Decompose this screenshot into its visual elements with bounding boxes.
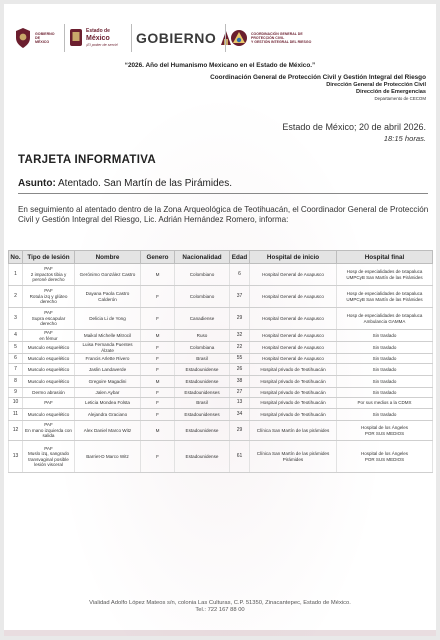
cell-no-line: 2: [14, 292, 17, 299]
cell-nacionalidad-line: Estadounidense: [185, 427, 219, 433]
cell-no: [9, 388, 23, 398]
cell-hospital-final-line: Por sus medios a la CDMX: [357, 400, 412, 406]
cell-hospital-final-line: Sin traslado: [372, 344, 397, 350]
cell-nombre-line: Leticia Mondea Folsta: [85, 400, 130, 406]
office-line-2: Dirección General de Protección Civil: [326, 82, 426, 88]
cell-nombre-line: Gregoire Magadini: [88, 378, 127, 384]
cell-nombre-line: Delicia Li de Yong: [89, 315, 126, 321]
cell-edad-line: 38: [236, 377, 243, 384]
cell-nombre-line: Gerónimo González Castro: [79, 271, 136, 277]
cell-hospital-final-line: Hospital de los Ángeles: [360, 425, 409, 430]
cell-no: [9, 342, 23, 354]
cell-tipo-lesion-line: En mano izquierda con salida: [25, 427, 72, 439]
cell-nacionalidad-line: Estadounidense: [185, 453, 219, 459]
cell-genero-line: F: [156, 344, 159, 350]
cell-edad-line: 29: [236, 426, 243, 433]
cell-genero: [141, 409, 175, 421]
cell-genero-line: F: [156, 366, 159, 372]
cell-nombre-line: Francis Arlette Rivero: [85, 355, 130, 361]
cell-hospital-inicio: [250, 364, 337, 376]
cell-hospital-final-line: Hosp de especialidades de Ixtapaluca: [346, 269, 423, 274]
cell-no-line: 1: [14, 270, 17, 277]
office-line-4: Departamento de CECOM: [374, 96, 426, 101]
cell-genero: [141, 441, 175, 473]
cell-tipo-lesion-line: Musculo esquelético: [27, 411, 70, 417]
cell-hospital-inicio: [250, 286, 337, 308]
cell-nombre-line: Maikol Michelle Mitrocil: [83, 332, 132, 338]
cell-edad: [230, 388, 250, 398]
asunto-divider: [18, 193, 428, 194]
cell-hospital-inicio: [250, 421, 337, 441]
table-row: [9, 364, 433, 376]
table-row: [9, 388, 433, 398]
cell-edad-line: 6: [238, 270, 241, 277]
cell-edad: [230, 330, 250, 342]
cell-hospital-inicio-line: Clínica San Martín de las pirámides: [256, 427, 330, 433]
cell-hospital-final-line: UMPCyB San Martín de las Pirámides: [346, 274, 423, 280]
cell-nacionalidad: [175, 264, 230, 286]
cell-hospital-final: [337, 286, 433, 308]
table-row: [9, 330, 433, 342]
cell-hospital-inicio-line: Hospital General de Axapusco: [262, 355, 324, 361]
cell-no-line: 12: [12, 426, 19, 433]
cell-edad-line: 13: [236, 399, 243, 406]
cell-hospital-inicio-line: Hospital privado de Teotihuacán: [260, 366, 326, 372]
cell-hospital-inicio: [250, 441, 337, 473]
asunto: [18, 178, 428, 189]
cell-no-line: 6: [14, 354, 17, 361]
logo-edomex-big: México: [86, 34, 110, 42]
intro-paragraph: En seguimiento al atentado dentro de la Zona Arqueológica de Teotihuacán, el Coordinador General de Protección Civil y Gestión Integral del Riesgo, Lic. Adrián Hernández Romero, informa:: [18, 205, 429, 225]
cell-nacionalidad: [175, 286, 230, 308]
logo-mexico-line-1: GOBIERNO DE: [35, 31, 55, 40]
cell-hospital-final: [337, 441, 433, 473]
cell-nombre: [75, 330, 141, 342]
proteccion-civil-icon: [230, 29, 248, 47]
logo-gobierno-text: GOBIERNO: [136, 30, 217, 46]
cell-edad-line: 61: [236, 452, 243, 459]
cell-no: [9, 364, 23, 376]
cell-nacionalidad-line: Estadounidenses: [184, 389, 220, 395]
cell-hospital-inicio-line: Hospital General de Axapusco: [262, 315, 324, 321]
document-time: 18:15 horas.: [383, 134, 426, 143]
table-row: [9, 441, 433, 473]
cell-tipo-lesion-line: PAF: [44, 400, 53, 406]
cell-edad: [230, 421, 250, 441]
cell-hospital-inicio: [250, 388, 337, 398]
col-header-no: No.: [9, 251, 23, 264]
cell-tipo-lesion-line: Musculo esquelético: [27, 355, 70, 361]
cell-genero: [141, 388, 175, 398]
table-row: [9, 409, 433, 421]
cell-nacionalidad: [175, 441, 230, 473]
cell-nacionalidad: [175, 376, 230, 388]
cell-hospital-final: [337, 364, 433, 376]
cell-tipo-lesion-line: PAF: [44, 310, 53, 316]
cell-edad: [230, 441, 250, 473]
cell-genero: [141, 398, 175, 409]
cell-tipo-lesion: [23, 364, 75, 376]
cell-tipo-lesion-line: PAF: [44, 330, 53, 335]
table-row: [9, 308, 433, 330]
cell-nombre: [75, 286, 141, 308]
cell-no-line: 8: [14, 377, 17, 384]
cell-tipo-lesion-line: Musculo esquelético: [27, 378, 70, 384]
cell-no-line: 4: [14, 331, 17, 338]
cell-nacionalidad: [175, 421, 230, 441]
cell-tipo-lesion-line: Dermo abrasión: [32, 389, 65, 395]
logo-cgpc-line-1: COORDINACIÓN GENERAL DE: [251, 31, 303, 36]
cell-edad-line: 29: [236, 314, 243, 321]
eagle-crest-icon: [14, 27, 32, 49]
cell-tipo-lesion-line: en fémur: [39, 335, 58, 341]
cell-genero-line: M: [155, 332, 160, 338]
cell-edad: [230, 409, 250, 421]
cell-tipo-lesion-line: Supra escapular derecho: [31, 315, 66, 327]
cell-genero-line: F: [156, 389, 159, 395]
cell-nacionalidad-line: Colombiana: [189, 344, 215, 350]
cell-hospital-final: [337, 388, 433, 398]
cell-hospital-final-line: Hosp de especialidades de Ixtapaluca: [346, 313, 423, 318]
cell-nombre: [75, 376, 141, 388]
cell-no-line: 10: [12, 399, 19, 406]
cell-tipo-lesion-line: Rotula izq y glúteo derecho: [29, 293, 68, 305]
cell-hospital-final-line: Sin traslado: [372, 366, 397, 372]
logo-cgpc-line-3: Y GESTIÓN INTEGRAL DEL RIESGO: [251, 40, 312, 45]
cell-genero: [141, 342, 175, 354]
cell-nacionalidad-line: Estadounidenses: [184, 411, 220, 417]
cell-tipo-lesion-line: 2 impactos tibia y peroné derecho: [30, 271, 67, 283]
document-page: [4, 4, 436, 636]
cell-nacionalidad-line: Colombiano: [189, 293, 215, 299]
cell-nombre: [75, 409, 141, 421]
logo-edomex-top: Estado de: [86, 28, 110, 34]
cell-tipo-lesion: [23, 286, 75, 308]
cell-hospital-inicio: [250, 354, 337, 364]
table-row: [9, 398, 433, 409]
cell-nombre-line: Alex Daniel Marco Witz: [83, 427, 132, 433]
cell-tipo-lesion: [23, 342, 75, 354]
cell-nombre-line: Luisa Fernanda Puentes Álzate: [82, 342, 133, 353]
cell-hospital-final: [337, 354, 433, 364]
cell-no-line: 11: [12, 410, 19, 417]
cell-no: [9, 354, 23, 364]
cell-no: [9, 330, 23, 342]
cell-hospital-final-line: POR SUS MEDIOS: [364, 430, 405, 436]
cell-edad-line: 27: [236, 388, 243, 395]
header-logos: [4, 24, 436, 52]
cell-genero: [141, 286, 175, 308]
cell-nacionalidad-line: Brasil: [196, 355, 208, 361]
cell-nombre: [75, 388, 141, 398]
office-line-3: Dirección de Emergencias: [356, 89, 426, 95]
cell-hospital-inicio: [250, 398, 337, 409]
cell-hospital-inicio-line: Hospital privado de Teotihuacán: [260, 378, 326, 384]
table-row: [9, 342, 433, 354]
cell-tipo-lesion-line: Muslo izq, sangrado transvaginal posible lesión visceral: [27, 451, 70, 467]
cell-genero: [141, 308, 175, 330]
logo-gobierno: [131, 24, 223, 52]
logo-cgpc-line-2: PROTECCIÓN CIVIL: [251, 35, 285, 40]
table-row: [9, 286, 433, 308]
cell-nombre: [75, 364, 141, 376]
document-title: TARJETA INFORMATIVA: [18, 154, 156, 166]
logo-coordinacion-proteccion-civil: [225, 24, 325, 52]
cell-no: [9, 286, 23, 308]
cell-edad-line: 37: [236, 292, 243, 299]
col-header-edad: Edad: [230, 251, 250, 264]
cell-nacionalidad: [175, 364, 230, 376]
cell-nacionalidad-line: Ruso: [196, 332, 208, 338]
cell-hospital-inicio-line: Clínica San Martín de las pirámides Pirámides: [256, 451, 330, 462]
cell-nacionalidad: [175, 398, 230, 409]
cell-hospital-final: [337, 409, 433, 421]
cell-nombre: [75, 398, 141, 409]
cell-no-line: 13: [12, 452, 19, 459]
cell-hospital-final-line: Hospital de los Ángeles: [360, 451, 409, 456]
cell-hospital-final: [337, 264, 433, 286]
cell-tipo-lesion: [23, 330, 75, 342]
cell-hospital-inicio: [250, 376, 337, 388]
year-slogan: “2026. Año del Humanismo Mexicano en el Estado de México.”: [124, 62, 316, 69]
cell-genero-line: F: [156, 453, 159, 459]
cell-hospital-inicio: [250, 308, 337, 330]
cell-edad: [230, 398, 250, 409]
asunto-label: Asunto:: [18, 178, 56, 189]
cell-no: [9, 409, 23, 421]
col-header-tipo-lesion: Tipo de lesión: [23, 251, 75, 264]
cell-tipo-lesion-line: PAF: [44, 445, 53, 451]
cell-nacionalidad: [175, 388, 230, 398]
cell-edad: [230, 308, 250, 330]
cell-hospital-final-line: Sin traslado: [372, 389, 397, 395]
cell-genero-line: M: [155, 427, 160, 433]
cell-edad-line: 34: [236, 410, 243, 417]
col-header-nombre: Nombre: [75, 251, 141, 264]
cell-nombre-line: Alejandra Graciano: [87, 411, 128, 417]
cell-tipo-lesion: [23, 409, 75, 421]
cell-hospital-final-line: Sin traslado: [372, 355, 397, 361]
cell-edad-line: 22: [236, 343, 243, 350]
cell-genero: [141, 364, 175, 376]
cell-hospital-final: [337, 330, 433, 342]
document-date: Estado de México; 20 de abril 2026.: [282, 122, 426, 132]
table-row: [9, 376, 433, 388]
cell-hospital-final-line: Ambulancia GAMMA: [363, 318, 406, 324]
cell-hospital-final: [337, 421, 433, 441]
cell-genero-line: F: [156, 315, 159, 321]
cell-no: [9, 376, 23, 388]
cell-nombre-line: Jalen Aybar: [95, 389, 120, 395]
cell-nombre: [75, 354, 141, 364]
cell-hospital-final: [337, 308, 433, 330]
logo-gobierno-de-mexico: [14, 24, 58, 52]
cell-no-line: 7: [14, 365, 17, 372]
cell-hospital-inicio-line: Hospital General de Axapusco: [262, 293, 324, 299]
cell-genero-line: F: [156, 411, 159, 417]
cell-nombre: [75, 421, 141, 441]
cell-tipo-lesion: [23, 376, 75, 388]
col-header-hospital-final: Hospital final: [337, 251, 433, 264]
cell-nombre-line: Dayana Paola Castro Calderón: [85, 291, 130, 302]
cell-edad: [230, 342, 250, 354]
cell-hospital-inicio-line: Hospital General de Axapusco: [262, 332, 324, 338]
cell-hospital-inicio-line: Hospital General de Axapusco: [262, 271, 324, 277]
cell-hospital-final-line: Sin traslado: [372, 378, 397, 384]
cell-genero-line: M: [155, 378, 160, 384]
footer: [4, 600, 436, 614]
cell-nombre: [75, 342, 141, 354]
cell-tipo-lesion-line: PAF: [44, 422, 53, 428]
cell-nombre-line: Barriet-D Marco Witz: [86, 453, 129, 459]
cell-edad-line: 32: [236, 331, 243, 338]
cell-hospital-inicio: [250, 330, 337, 342]
cell-genero: [141, 421, 175, 441]
cell-tipo-lesion-line: Musculo esquelético: [27, 366, 70, 372]
cell-tipo-lesion-line: PAF: [44, 288, 53, 294]
logo-estado-de-mexico: [64, 24, 126, 52]
cell-no-line: 3: [14, 314, 17, 321]
cell-genero: [141, 264, 175, 286]
table-row: [9, 264, 433, 286]
cell-nombre: [75, 308, 141, 330]
cell-genero: [141, 376, 175, 388]
cell-tipo-lesion: [23, 388, 75, 398]
cell-hospital-inicio-line: Hospital privado de Teotihuacán: [260, 400, 326, 406]
cell-tipo-lesion: [23, 354, 75, 364]
col-header-hospital-inicio: Hospital de inicio: [250, 251, 337, 264]
cell-edad: [230, 264, 250, 286]
cell-hospital-inicio: [250, 409, 337, 421]
cell-tipo-lesion: [23, 441, 75, 473]
cell-genero-line: F: [156, 400, 159, 406]
col-header-nacionalidad: Nacionalidad: [175, 251, 230, 264]
cell-nacionalidad: [175, 308, 230, 330]
cell-nacionalidad: [175, 409, 230, 421]
cell-tipo-lesion-line: Musculo esquelético: [27, 344, 70, 350]
cell-nacionalidad-line: Brasil: [196, 400, 208, 406]
cell-genero: [141, 354, 175, 364]
cell-no: [9, 398, 23, 409]
cell-edad: [230, 286, 250, 308]
cell-no: [9, 308, 23, 330]
cell-nombre: [75, 441, 141, 473]
footer-band: [4, 630, 436, 636]
cell-hospital-inicio: [250, 264, 337, 286]
office-block: [126, 74, 426, 102]
cell-genero-line: F: [156, 355, 159, 361]
cell-edad-line: 26: [236, 365, 243, 372]
edomex-crest-icon: [69, 28, 83, 48]
cell-no-line: 5: [14, 343, 17, 350]
logo-mexico-line-2: MÉXICO: [35, 40, 50, 45]
cell-hospital-final-line: Sin traslado: [372, 332, 397, 338]
office-line-1: Coordinación General de Protección Civil y Gestión Integral del Riesgo: [210, 74, 426, 81]
cell-hospital-final: [337, 342, 433, 354]
cell-edad: [230, 364, 250, 376]
cell-tipo-lesion-line: PAF: [44, 266, 53, 272]
cell-nacionalidad: [175, 354, 230, 364]
footer-address: Vialidad Adolfo López Mateos s/n, colonia Las Culturas, C.P. 51350, Zinacantepec, Estado de México.: [89, 600, 351, 606]
cell-hospital-final: [337, 376, 433, 388]
cell-tipo-lesion: [23, 264, 75, 286]
cell-genero-line: M: [155, 271, 160, 277]
cell-genero: [141, 330, 175, 342]
victims-table: [8, 250, 433, 473]
cell-nombre: [75, 264, 141, 286]
cell-nacionalidad-line: Estadounidense: [185, 366, 219, 372]
cell-hospital-inicio: [250, 342, 337, 354]
table-body: [9, 264, 433, 473]
cell-hospital-final-line: UMPCyB San Martín de las Pirámides: [346, 296, 423, 302]
col-header-genero: Genero: [141, 251, 175, 264]
cell-no: [9, 264, 23, 286]
table-header-row: [9, 251, 433, 264]
asunto-text: Atentado. San Martín de las Pirámides.: [58, 178, 232, 189]
cell-tipo-lesion: [23, 421, 75, 441]
cell-genero-line: F: [156, 293, 159, 299]
cell-nacionalidad-line: Colombiano: [189, 271, 215, 277]
cell-hospital-inicio-line: Hospital privado de Teotihuacán: [260, 411, 326, 417]
cell-hospital-final-line: POR SUS MEDIOS: [364, 456, 405, 462]
cell-tipo-lesion: [23, 308, 75, 330]
cell-edad-line: 55: [236, 354, 243, 361]
cell-hospital-final-line: Hosp de especialidades de Ixtapaluca: [346, 291, 423, 296]
cell-nacionalidad: [175, 342, 230, 354]
cell-no-line: 9: [14, 388, 17, 395]
cell-no: [9, 441, 23, 473]
table-row: [9, 421, 433, 441]
cell-hospital-final-line: Sin traslado: [372, 411, 397, 417]
cell-nombre-line: Jaslin Landaverde: [88, 366, 127, 372]
table-row: [9, 354, 433, 364]
cell-no: [9, 421, 23, 441]
cell-hospital-final: [337, 398, 433, 409]
footer-phone: Tel.: 722 167 88 00: [195, 607, 245, 613]
cell-hospital-inicio-line: Hospital General de Axapusco: [262, 344, 324, 350]
cell-nacionalidad-line: Estadounidense: [185, 378, 219, 384]
logo-edomex-tagline: ¡El poder de servir!: [86, 42, 119, 47]
cell-hospital-inicio-line: Hospital privado de Teotihuacán: [260, 389, 326, 395]
cell-edad: [230, 354, 250, 364]
cell-tipo-lesion: [23, 398, 75, 409]
cell-nacionalidad: [175, 330, 230, 342]
cell-edad: [230, 376, 250, 388]
cell-nacionalidad-line: Canadiense: [189, 315, 215, 321]
